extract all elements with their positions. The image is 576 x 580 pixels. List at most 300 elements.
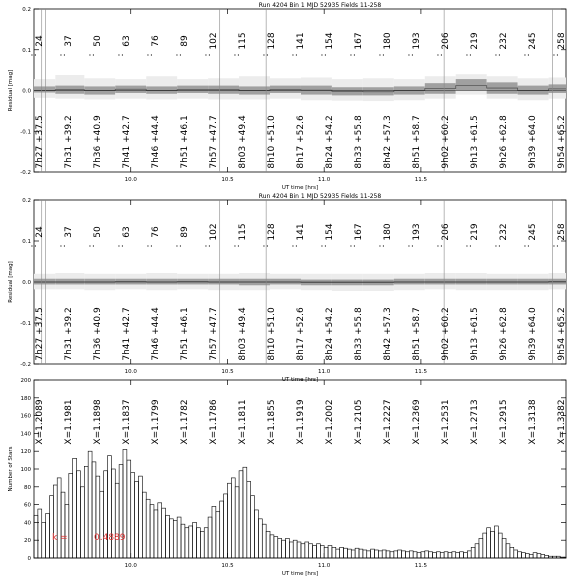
residual-panel-2-inner-band [208,279,239,285]
residual-panel-1-field-number: 167 [354,32,364,50]
star-count-panel-histogram-bar [475,544,479,558]
residual-panel-2-inner-band [518,279,549,285]
residual-panel-2-field-number: 76 [151,226,161,238]
star-count-panel-y-tick-label: 0 [27,556,31,562]
star-count-panel-histogram-bar [483,533,487,558]
star-count-panel-histogram-bar [46,514,50,559]
star-count-panel-histogram-bar [498,533,502,558]
residual-panel-1-coordinate-label: 8h24 +54.2 [325,115,335,169]
residual-panel-1-field-colon: : [58,53,68,57]
star-count-panel-histogram-bar [301,544,305,558]
star-count-panel-histogram-bar [556,556,560,558]
residual-panel-2-y-axis-label: Residual [mag] [8,261,14,303]
star-count-panel-histogram-bar [162,508,166,558]
residual-panel-1-field-number: 115 [238,32,248,50]
residual-panel-1-field-colon: : [145,53,155,57]
star-count-panel-histogram-bar [104,471,108,558]
residual-panel-2-coordinate-label: 8h24 +54.2 [325,307,335,361]
residual-panel-1-coordinate-label: 8h33 +55.8 [354,115,364,169]
residual-panel-1-inner-band [146,86,177,93]
residual-panel-1-y-axis-label: Residual [mag] [8,69,14,112]
star-count-panel-airmass-label: X=1.2531 [441,399,451,445]
residual-panel-2-field-number: 89 [180,226,190,238]
star-count-panel-histogram-bar [522,553,526,558]
star-count-panel-histogram-bar [529,554,533,558]
residual-panel-1-field-number: 141 [296,32,306,50]
residual-panel-1-coordinate-label: 9h54 +65.2 [557,115,567,169]
star-count-panel-airmass-label: X=1.1981 [64,399,74,445]
star-count-panel-histogram-bar [65,505,69,558]
star-count-panel-histogram-bar [84,466,88,558]
residual-panel-1-field-number: 50 [93,35,103,47]
residual-panel-2-coordinate-label: 7h57 +47.7 [209,307,219,361]
residual-panel-2-coordinate-label: 7h27 +37.5 [35,307,45,361]
residual-panel-2-coordinate-label: 9h54 +65.2 [557,307,567,361]
star-count-panel-histogram-bar [262,524,266,558]
star-count-panel-histogram-bar [80,487,84,558]
star-count-panel-y-tick-label: 60 [24,502,31,509]
residual-panel-1-title: Run 4204 Bin 1 MJD 52935 Fields 11-258 [258,2,382,9]
star-count-panel-histogram-bar [138,476,142,558]
residual-panel-1-field-number: 206 [441,32,451,50]
residual-panel-2-field-colon: : [464,244,474,248]
star-count-panel-histogram-bar [514,550,518,558]
residual-panel-2-field-number: 63 [122,226,132,238]
star-count-panel-histogram-bar [444,552,448,558]
residual-panel-2-field-colon: : [319,244,329,248]
residual-panel-2-y-tick-label: 0.2 [22,198,31,204]
star-count-panel-airmass-label: X=1.1919 [296,399,306,445]
star-count-panel-airmass-label: X=1.1837 [122,399,132,445]
star-count-panel-histogram-bar [309,544,313,558]
residual-panel-1-field-number: 63 [122,35,132,47]
star-count-panel-histogram-bar [471,547,475,558]
star-count-panel-histogram-bar [440,553,444,558]
star-count-panel-histogram-bar [545,555,549,558]
residual-panel-1-field-number: 37 [64,35,74,47]
star-count-panel-histogram-bar [510,547,514,558]
residual-panel-2-inner-band [34,279,55,285]
residual-panel-1-field-colon: : [493,53,503,57]
residual-panel-2-coordinate-label: 8h03 +49.4 [238,307,248,361]
star-count-panel-histogram-bar [73,458,77,558]
residual-panel-1-field-colon: : [464,53,474,57]
residual-panel-1-field-colon: : [232,53,242,57]
star-count-panel-histogram-bar [231,478,235,558]
star-count-panel-airmass-label: X=1.1786 [209,399,219,445]
residual-panel-1-coordinate-label: 9h26 +62.8 [499,115,509,169]
residual-panel-1-y-tick-label: -0.2 [20,170,31,176]
residual-panel-1-coordinate-label: 8h03 +49.4 [238,115,248,169]
star-count-panel-histogram-bar [460,552,464,558]
residual-panel-2-inner-band [487,279,518,285]
star-count-panel-histogram-bar [374,550,378,558]
star-count-panel-airmass-label: X=1.3382 [557,399,567,445]
residual-panel-2-field-number: 24 [35,226,45,238]
residual-panel-2-coordinate-label: 8h10 +51.0 [267,307,277,361]
residual-panel-1-field-number: 258 [557,32,567,50]
residual-panel-2-y-tick-label: 0.0 [22,280,31,286]
star-count-panel-histogram-bar [293,540,297,558]
residual-panel-2-field-number: 245 [528,223,538,241]
star-count-panel-histogram-bar [285,538,289,558]
residual-panel-1-coordinate-label: 8h10 +51.0 [267,115,277,169]
residual-panel-1-inner-band [34,86,55,92]
residual-panel-1-field-number: 232 [499,32,509,50]
star-count-panel-histogram-bar [69,473,73,558]
star-count-panel-axes-group [8,378,566,576]
star-count-panel-airmass-labels [35,399,567,543]
star-count-panel-histogram-bar [224,494,228,558]
star-count-panel-histogram-bar [266,531,270,558]
star-count-panel-histogram-bar [320,546,324,558]
star-count-panel-histogram-bar [119,465,123,558]
residual-panel-2-field-number: 141 [296,223,306,241]
residual-panel-1-field-number: 154 [325,32,335,50]
residual-panel-1-coordinate-label: 7h46 +44.4 [151,115,161,169]
star-count-panel-histogram-bar [421,552,425,558]
residual-panel-2-coordinate-label: 9h26 +62.8 [499,307,509,361]
residual-panel-2-field-colon: : [145,244,155,248]
residual-panel-2-coordinate-label: 9h02 +60.2 [441,307,451,361]
star-count-panel-histogram-bar [394,551,398,558]
residual-panel-2-coordinate-label: 9h13 +61.5 [470,307,480,361]
residual-panel-2-inner-band [456,279,487,285]
star-count-panel-x-tick-label: 10.5 [221,563,234,569]
star-count-panel-histogram-bar [402,551,406,558]
star-count-panel-histogram-bar [351,550,355,558]
star-count-panel-histogram-bar [549,556,553,558]
star-count-panel-y-tick-label: 100 [20,467,31,473]
star-count-panel-histogram-bar [305,542,309,558]
star-count-panel-histogram-bar [251,496,255,558]
residual-panel-1-field-colon: : [348,53,358,57]
residual-panel-2-coordinate-label: 8h17 +52.6 [296,307,306,361]
residual-panel-2-field-colon: : [348,244,358,248]
star-count-panel-airmass-label: X=1.2089 [35,399,45,445]
residual-panel-2-field-number: 154 [325,223,335,241]
star-count-panel-histogram-bar [463,553,467,558]
star-count-panel-y-tick-label: 40 [24,520,31,527]
residual-panel-1-field-number: 76 [151,35,161,47]
residual-panel-1-coordinate-label: 9h13 +61.5 [470,115,480,169]
star-count-panel-histogram-bar [135,481,139,558]
residual-panel-2-coordinate-label: 8h33 +55.8 [354,307,364,361]
residual-panel-2-coordinate-label: 9h39 +64.0 [528,307,538,361]
residual-panel-1-coordinate-label: 9h39 +64.0 [528,115,538,169]
star-count-panel-y-tick-label: 80 [24,484,31,491]
residual-panel-2-coordinate-label: 7h51 +46.1 [180,307,190,361]
residual-panel-2-inner-band [84,279,115,285]
star-count-panel-histogram-bar [115,483,119,558]
residual-panel-2-field-colon: : [522,244,532,248]
star-count-panel-histogram-bar [247,481,251,558]
residual-panel-2-field-colon: : [406,244,416,248]
residual-panel-2-field-colon: : [493,244,503,248]
residual-panel-1-inner-band [177,86,208,93]
star-count-panel-histogram-bar [243,467,247,558]
star-count-panel-histogram-bar [200,531,204,558]
residual-panel-1-coordinate-label: 7h51 +46.1 [180,115,190,169]
star-count-panel-histogram-bar [146,499,150,558]
star-count-panel-histogram-bar [367,551,371,558]
residual-panel-1-field-colon: : [29,53,39,57]
residual-panel-1-field-number: 193 [412,32,422,50]
star-count-panel-histogram-bar [57,478,61,558]
star-count-panel-histogram-bar [332,547,336,558]
residual-panel-2-inner-band [270,279,301,285]
residual-panel-1-field-colon: : [116,53,126,57]
star-count-panel-airmass-label: X=1.1799 [151,399,161,445]
star-count-panel-k-label: k = [52,533,68,543]
star-count-panel-x-tick-label: 10.0 [124,563,137,569]
residual-panel-1-coordinate-label: 8h17 +52.6 [296,115,306,169]
star-count-panel-histogram-bar [347,549,351,558]
star-count-panel-y-tick-label: 180 [20,395,31,402]
star-count-panel-airmass-label: X=1.2002 [325,399,335,445]
residual-panel-1-field-colon: : [290,53,300,57]
residual-panel-1-y-tick-label: 0.0 [22,88,31,95]
star-count-panel-histogram-bar [227,483,231,558]
star-count-panel-y-tick-label: 20 [24,538,31,545]
star-count-panel-histogram-bar [255,510,259,558]
star-count-panel-histogram-bar [197,528,201,558]
residual-panel-2-field-number: 37 [64,226,74,238]
residual-panel-1-coordinate-label: 7h31 +39.2 [64,115,74,169]
residual-panel-2-y-tick-label: 0.1 [22,239,31,245]
residual-panel-2-field-number: 219 [470,223,480,241]
residual-panel-2-inner-band [55,279,84,285]
star-count-panel-histogram-bar [270,535,274,558]
star-count-panel-histogram-bar [502,538,506,558]
star-count-panel-histogram-bar [274,537,278,558]
star-count-panel-histogram-bar [359,549,363,558]
residual-panel-1-x-tick-label: 10.0 [124,177,137,183]
residual-panel-1-x-axis-label: UT time [hrs] [281,185,319,191]
star-count-panel-histogram-bar [448,553,452,558]
star-count-panel-y-tick-label: 120 [20,449,31,456]
star-count-panel-histogram-bar [398,550,402,558]
residual-panel-2-field-number: 180 [383,223,393,241]
star-count-panel-histogram-bar [282,540,286,558]
residual-panel-1-x-tick-label: 11.5 [414,177,428,183]
star-count-panel-histogram-bar [552,556,556,558]
star-count-panel-histogram-bar [150,505,154,558]
residual-panel-1-field-labels [29,32,567,169]
star-count-panel-histogram-bar [38,509,42,558]
residual-panel-1-field-colon: : [87,53,97,57]
star-count-panel-x-tick-label: 11.5 [414,563,428,569]
star-count-panel-histogram-bar [208,517,212,558]
residual-panel-2-field-colon: : [232,244,242,248]
star-count-panel-histogram-bar [131,473,135,558]
star-count-panel-histogram-bar [235,487,239,558]
residual-panel-1-field-number: 89 [180,35,190,47]
star-count-panel-airmass-label: X=1.2915 [499,399,509,445]
star-count-panel-histogram-bar [173,521,177,558]
residual-panel-2-coordinate-label: 8h51 +58.7 [412,307,422,361]
residual-panel-2-x-tick-label: 10.5 [221,369,234,375]
residual-panel-2-field-colon: : [435,244,445,248]
star-count-panel-histogram-bar [189,526,193,558]
star-count-panel-histogram-bar [258,519,262,558]
residual-panel-2-field-colon: : [261,244,271,248]
star-count-panel-histogram-bar [456,553,460,558]
residual-panel-2-field-colon: : [58,244,68,248]
star-count-panel-histogram-bar [564,557,566,558]
residual-panel-2-field-number: 206 [441,223,451,241]
star-count-panel-histogram-bar [429,552,433,558]
residual-panel-1-field-colon: : [261,53,271,57]
residual-panel-1-inner-band [270,86,301,93]
star-count-panel-airmass-label: X=1.2713 [470,399,480,445]
residual-panel-2-field-number: 193 [412,223,422,241]
star-count-panel-histogram-bar [518,552,522,558]
star-count-panel-y-tick-label: 160 [20,413,31,420]
star-count-panel-histogram-bar [386,551,390,558]
residual-panel-2-inner-band [425,279,456,285]
residual-panel-2-x-axis-label: UT time [hrs] [281,377,319,383]
residual-panel-2-field-colon: : [116,244,126,248]
star-count-panel-histogram-bar [212,506,216,558]
star-count-panel-histogram-bar [289,542,293,558]
star-count-panel-histogram-bar [452,552,456,558]
star-count-panel-histogram-bar [88,451,92,558]
star-count-panel-histogram-bar [425,551,429,558]
star-count-panel-histogram-bar [316,544,320,558]
residual-panel-2-field-number: 258 [557,223,567,241]
star-count-panel-airmass-label: X=1.1782 [180,399,190,445]
residual-panel-1-field-colon: : [377,53,387,57]
residual-panel-2-coordinate-label: 7h46 +44.4 [151,307,161,361]
residual-panel-1-inner-band [363,87,394,95]
star-count-panel-airmass-label: X=1.2369 [412,399,422,445]
star-count-panel-y-tick-label: 200 [20,378,31,384]
residual-panel-1-coordinate-label: 9h02 +60.2 [441,115,451,169]
star-count-panel-histogram-bar [467,551,471,558]
star-count-panel-histogram-bar [181,524,185,558]
residual-panel-2-coordinate-label: 7h41 +42.7 [122,307,132,361]
star-count-panel-histogram-bar [409,551,413,558]
residual-panel-1-coordinate-label: 8h51 +58.7 [412,115,422,169]
residual-panel-1-field-number: 128 [267,32,277,50]
star-count-panel-histogram-bar [487,528,491,558]
star-count-panel-histogram-bar [220,501,224,558]
residual-panel-1-inner-band [518,86,549,95]
star-count-panel-histogram-bar [541,554,545,558]
residual-panel-1-coordinate-label: 7h41 +42.7 [122,115,132,169]
star-count-panel-histogram-bar [216,512,220,558]
residual-panel-2-y-tick-label: -0.1 [20,321,31,327]
residual-panel-1-field-colon: : [522,53,532,57]
residual-panel-1-y-tick-label: 0.2 [22,7,31,13]
residual-panel-1-coordinate-label: 7h36 +40.9 [93,115,103,169]
residual-panel-1-field-number: 24 [35,35,45,47]
star-count-panel-histogram-bar [413,552,417,558]
star-count-panel-histogram-bar [142,492,146,558]
residual-panel-2-x-tick-label: 11.0 [318,369,331,375]
star-count-panel-airmass-label: X=1.1898 [93,399,103,445]
star-count-panel-histogram-bar [61,492,65,558]
star-count-panel-histogram-bar [169,519,173,558]
star-count-panel-histogram-bar [405,552,409,558]
star-count-panel-histogram-bar [185,528,189,558]
residual-panel-1-field-colon: : [435,53,445,57]
star-count-panel-histogram-bar [53,485,57,558]
star-count-panel-histogram-bar [100,491,104,558]
star-count-panel-histogram-bar [382,550,386,558]
residual-panel-2-field-number: 50 [93,226,103,238]
star-count-panel-histogram-bar [154,510,158,558]
star-count-panel-histogram-bar [344,548,348,558]
residual-panel-2-field-colon: : [87,244,97,248]
star-count-panel-histogram-bar [378,551,382,558]
star-count-panel-histogram-bar [479,538,483,558]
residual-panel-1-x-tick-label: 11.0 [318,177,331,183]
residual-panel-2-title: Run 4204 Bin 1 MJD 52935 Fields 11-258 [258,193,382,200]
residual-panel-2-x-tick-label: 11.5 [414,369,428,375]
star-count-panel-histogram-bar [239,471,243,558]
star-count-panel-k-value: 0.4889 [94,533,126,543]
star-count-panel-histogram-bar [340,547,344,558]
star-count-panel-histogram-bar [278,538,282,558]
star-count-panel-histogram-bar [49,496,53,558]
star-count-panel-y-tick-label: 140 [20,431,31,438]
residual-panel-2-field-colon: : [203,244,213,248]
residual-panel-2-inner-band [146,279,177,285]
star-count-panel-histogram-bar [127,460,131,558]
star-count-panel-histogram-bar [166,515,170,558]
star-count-panel-histogram-bar [204,528,208,558]
star-count-panel-airmass-label: X=1.1855 [267,399,277,445]
star-count-panel-x-tick-label: 11.0 [318,563,331,569]
residual-panel-1-field-colon: : [203,53,213,57]
star-count-panel-histogram-bar [297,542,301,558]
star-count-panel-histogram-bar [177,517,181,558]
star-count-panel-airmass-label: X=1.3138 [528,399,538,445]
residual-panel-2-field-number: 102 [209,223,219,241]
residual-panel-1-field-colon: : [174,53,184,57]
residual-panel-1-field-number: 102 [209,32,219,50]
star-count-panel-histogram-bar [494,526,498,558]
residual-panel-1-coordinate-label: 7h27 +37.5 [35,115,45,169]
residual-panel-2-y-tick-label: -0.2 [20,362,31,368]
star-count-panel-histogram-bar [371,549,375,558]
star-count-panel-histogram-bar [506,544,510,558]
residual-panel-2-field-labels [29,223,567,361]
residual-panel-2-field-colon: : [551,244,561,248]
residual-panel-1-inner-band [456,79,487,90]
star-count-panel-y-axis-label: Number of Stars [8,446,14,492]
star-count-panel-histogram-bar [313,546,317,558]
residual-panel-1-coordinate-label: 8h42 +57.3 [383,115,393,169]
residual-panel-1-field-number: 219 [470,32,480,50]
residual-panel-1-field-number: 180 [383,32,393,50]
star-count-panel-histogram-bar [77,471,81,558]
star-count-panel-histogram-bar [363,550,367,558]
star-count-panel-histogram-bar [525,554,529,558]
star-count-panel-histogram-bar [42,522,46,558]
residual-panel-2-field-colon: : [377,244,387,248]
star-count-panel-histogram-bar [193,522,197,558]
residual-panel-1-coordinate-label: 7h57 +47.7 [209,115,219,169]
star-count-panel-histogram-bar [324,547,328,558]
residual-panel-2-field-colon: : [290,244,300,248]
residual-panel-1-y-tick-label: -0.1 [20,129,31,136]
residual-panel-2-coordinate-label: 7h36 +40.9 [93,307,103,361]
star-count-panel-histogram-bar [433,553,437,558]
residual-panel-2-field-colon: : [174,244,184,248]
